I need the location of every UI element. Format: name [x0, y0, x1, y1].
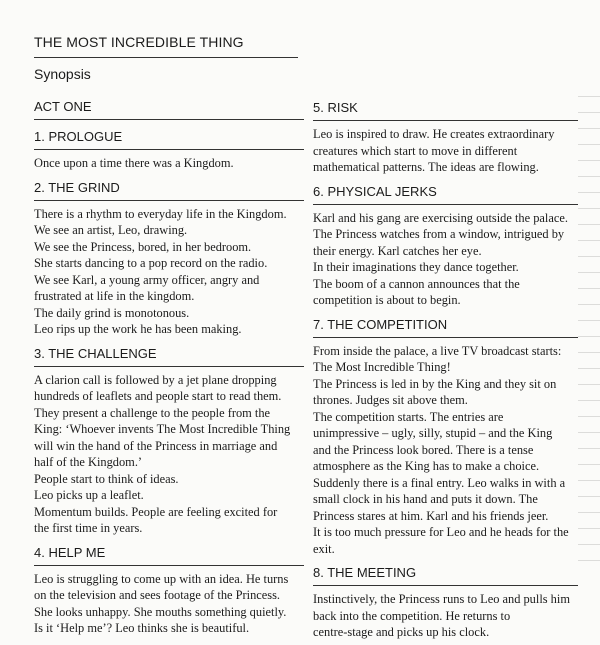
act-heading: ACT ONE	[34, 99, 92, 114]
section-text	[313, 210, 578, 309]
text-line: They present a challenge to the people from the	[34, 405, 271, 420]
text-line: The Most Incredible Thing!	[313, 360, 451, 374]
section-rule	[313, 585, 578, 586]
section-text	[313, 591, 578, 641]
text-line: mathematical patterns. The ideas are flowing.	[313, 160, 539, 174]
text-line: Princess stares at him. Karl and his friends jeer.	[313, 508, 549, 523]
text-line: There is a rhythm to everyday life in the Kingdom.	[34, 206, 287, 221]
left-sections	[34, 125, 304, 637]
text-line: We see the Princess, bored, in her bedroom.	[34, 239, 252, 254]
text-line: will win the hand of the Princess in marriage and	[34, 438, 278, 453]
section-text	[313, 126, 578, 176]
text-line: People start to think of ideas.	[34, 471, 179, 486]
text-line: atmosphere as the King has to make a choice.	[313, 459, 540, 473]
text-line: back into the competition. He returns to	[313, 608, 511, 623]
section-rule	[34, 565, 304, 566]
section-rule	[313, 120, 578, 121]
text-line: hundreds of leaflets and people start to read them.	[34, 389, 282, 403]
section-heading: 6. PHYSICAL JERKS	[313, 183, 437, 199]
section-rule	[34, 200, 304, 201]
text-line: Leo picks up a leaflet.	[34, 488, 144, 502]
text-line: Leo rips up the work he has been making.	[34, 322, 242, 336]
text-line: From inside the palace, a live TV broadcast starts:	[313, 343, 562, 358]
text-line: creatures which start to move in different	[313, 143, 518, 158]
section-heading: 3. THE CHALLENGE	[34, 345, 157, 361]
text-line: The competition starts. The entries are	[313, 409, 504, 424]
text-line: In their imaginations they dance together.	[313, 260, 519, 274]
text-line: Leo is struggling to come up with an idea. He turns	[34, 571, 289, 586]
section-text	[34, 206, 304, 338]
text-line: unimpressive – ugly, silly, stupid – and the King	[313, 426, 553, 440]
text-line: and the Princess look bored. There is a tense	[313, 442, 534, 457]
text-line: centre-stage and picks up his clock.	[313, 625, 490, 639]
facing-page-bleed	[578, 96, 600, 566]
left-column	[34, 96, 304, 641]
text-line: their energy. Karl catches her eye.	[313, 243, 482, 258]
text-line: frustrated at life in the kingdom.	[34, 289, 195, 303]
text-line: Once upon a time there was a Kingdom.	[34, 156, 234, 170]
section-heading: 7. THE COMPETITION	[313, 316, 448, 332]
right-column	[313, 96, 578, 645]
section-rule	[34, 149, 304, 150]
section-text	[313, 343, 578, 558]
text-line: Suddenly there is a final entry. Leo walks in with a	[313, 475, 566, 490]
right-sections	[313, 96, 578, 641]
section-rule	[34, 366, 304, 367]
text-line: The boom of a cannon announces that the	[313, 276, 520, 291]
section-rule	[313, 204, 578, 205]
text-line: King: ‘Whoever invents The Most Incredible Thing	[34, 422, 291, 436]
section-heading: 4. HELP ME	[34, 544, 106, 560]
section-heading: 2. THE GRIND	[34, 179, 120, 195]
text-line: the first time in years.	[34, 521, 143, 535]
text-line: Instinctively, the Princess runs to Leo and pulls him	[313, 592, 570, 606]
section-rule	[313, 337, 578, 338]
text-line: The Princess watches from a window, intrigued by	[313, 227, 565, 241]
text-line: She starts dancing to a pop record on the radio.	[34, 256, 268, 270]
text-line: The daily grind is monotonous.	[34, 305, 190, 320]
text-line: competition is about to begin.	[313, 293, 461, 307]
text-line: She looks unhappy. She mouths something quietly.	[34, 604, 287, 619]
text-line: exit.	[313, 541, 335, 556]
text-line: Momentum builds. People are feeling excited for	[34, 504, 278, 519]
text-line: small clock in his hand and puts it down. The	[313, 492, 538, 506]
section-heading: 8. THE MEETING	[313, 565, 417, 580]
text-line: half of the Kingdom.’	[34, 455, 143, 469]
section-text	[34, 571, 304, 637]
text-line: We see an artist, Leo, drawing.	[34, 223, 188, 237]
title-rule	[34, 57, 298, 58]
section-heading: 5. RISK	[313, 100, 358, 115]
synopsis-heading: Synopsis	[34, 66, 91, 82]
section-text	[34, 155, 304, 172]
text-line: thrones. Judges sit above them.	[313, 393, 468, 407]
text-line: It is too much pressure for Leo and he heads for the	[313, 525, 569, 539]
section-heading: 1. PROLOGUE	[34, 129, 123, 144]
page-title: THE MOST INCREDIBLE THING	[34, 34, 244, 50]
text-line: We see Karl, a young army officer, angry and	[34, 272, 260, 287]
text-line: Karl and his gang are exercising outside the palace.	[313, 210, 568, 225]
text-line: Is it ‘Help me’? Leo thinks she is beautiful.	[34, 621, 250, 635]
text-line: The Princess is led in by the King and they sit on	[313, 376, 557, 391]
text-line: A clarion call is followed by a jet plane dropping	[34, 372, 277, 387]
section-rule	[34, 119, 304, 120]
section-text	[34, 372, 304, 537]
text-line: Leo is inspired to draw. He creates extraordinary	[313, 127, 555, 141]
text-line: on the television and sees footage of the Princess.	[34, 588, 281, 602]
